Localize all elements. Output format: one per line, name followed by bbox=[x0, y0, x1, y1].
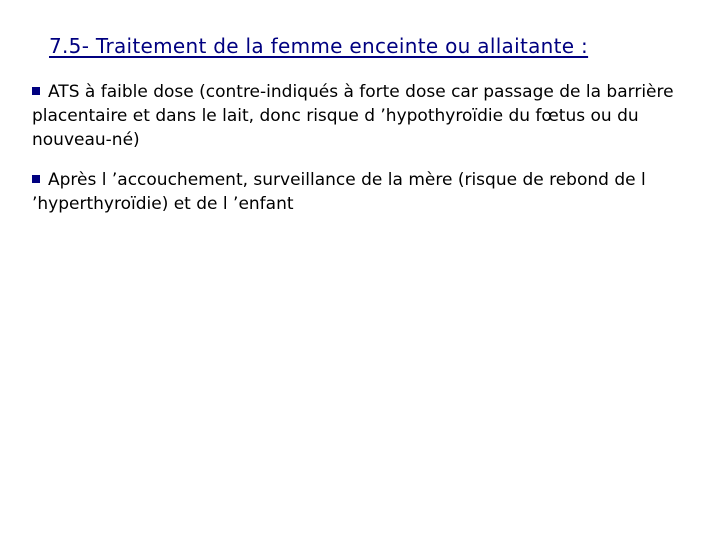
bullet-item bbox=[32, 168, 682, 216]
bullet-item bbox=[32, 80, 682, 152]
bullet-list bbox=[32, 80, 682, 232]
square-bullet-icon bbox=[32, 87, 40, 95]
bullet-text: Après l ’accouchement, surveillance de la mère (risque de rebond de l ’hyperthyroïdie) et de l ’enfant bbox=[32, 170, 646, 214]
bullet-text: ATS à faible dose (contre-indiqués à forte dose car passage de la barrière placentaire et dans le lait, donc risque d ’hypothyroïdie du fœtus ou du nouveau-né) bbox=[32, 82, 674, 150]
slide-title: 7.5- Traitement de la femme enceinte ou allaitante : bbox=[49, 34, 589, 58]
square-bullet-icon bbox=[32, 175, 40, 183]
